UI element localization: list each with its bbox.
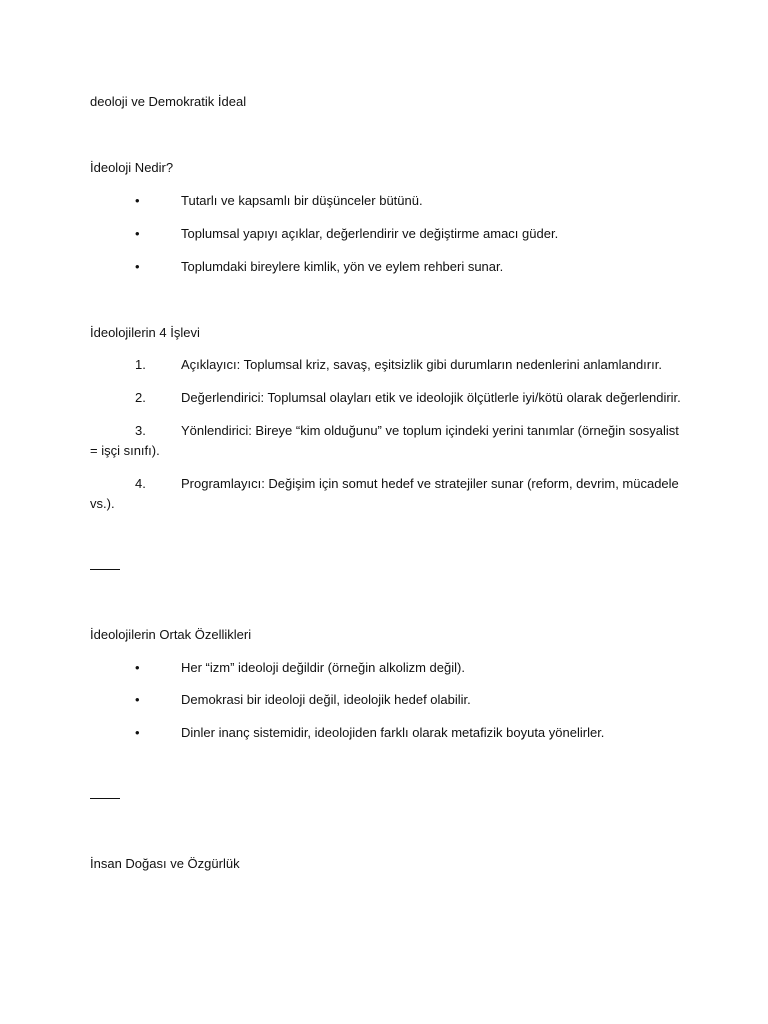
numbered-item-continuation: vs.). (90, 496, 115, 511)
bullet-marker: • (135, 193, 140, 208)
numbered-item: Değerlendirici: Toplumsal olayları etik ve ideolojik ölçütlerle iyi/kötü olarak değerlendirir. (181, 390, 681, 405)
section-heading-common-features: İdeolojilerin Ortak Özellikleri (90, 627, 252, 642)
section-heading-ideology-functions: İdeolojilerin 4 İşlevi (90, 325, 200, 340)
document-title: deoloji ve Demokratik İdeal (90, 94, 247, 109)
bullet-marker: • (135, 692, 140, 707)
numbered-item: Yönlendirici: Bireye “kim olduğunu” ve toplum içindeki yerini tanımlar (örneğin sosyalist (181, 423, 679, 438)
list-number: 1. (135, 357, 146, 372)
horizontal-rule (90, 798, 120, 799)
list-item: Her “izm” ideoloji değildir (örneğin alkolizm değil). (181, 660, 465, 675)
bullet-marker: • (135, 259, 140, 274)
bullet-marker: • (135, 725, 140, 740)
numbered-item-continuation: = işçi sınıfı). (90, 443, 160, 458)
list-item: Toplumdaki bireylere kimlik, yön ve eylem rehberi sunar. (181, 259, 504, 274)
list-number: 4. (135, 476, 146, 491)
list-item: Demokrasi bir ideoloji değil, ideolojik hedef olabilir. (181, 692, 471, 707)
section-heading-ideology-definition: İdeoloji Nedir? (90, 160, 174, 175)
numbered-item: Programlayıcı: Değişim için somut hedef ve stratejiler sunar (reform, devrim, mücadele (181, 476, 679, 491)
list-item: Tutarlı ve kapsamlı bir düşünceler bütünü. (181, 193, 423, 208)
list-number: 3. (135, 423, 146, 438)
list-item: Dinler inanç sistemidir, ideolojiden farklı olarak metafizik boyuta yönelirler. (181, 725, 605, 740)
horizontal-rule (90, 569, 120, 570)
numbered-item: Açıklayıcı: Toplumsal kriz, savaş, eşitsizlik gibi durumların nedenlerini anlamlandırır. (181, 357, 662, 372)
bullet-marker: • (135, 226, 140, 241)
list-item: Toplumsal yapıyı açıklar, değerlendirir ve değiştirme amacı güder. (181, 226, 559, 241)
bullet-marker: • (135, 660, 140, 675)
list-number: 2. (135, 390, 146, 405)
section-heading-human-nature: İnsan Doğası ve Özgürlük (90, 856, 240, 871)
